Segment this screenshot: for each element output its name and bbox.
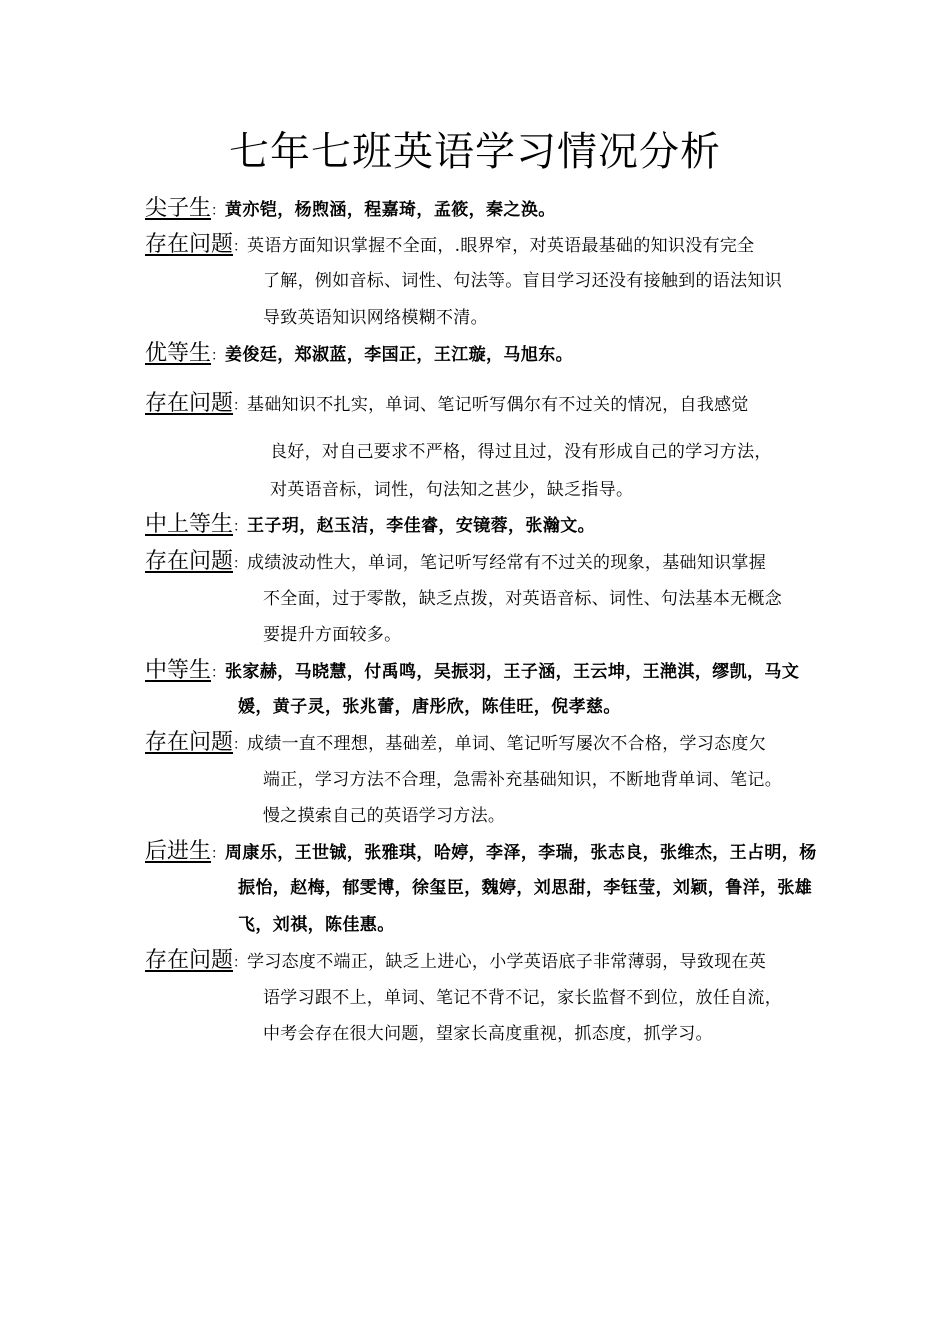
section-top-students — [145, 194, 556, 226]
problem-text: 端正，学习方法不合理，急需补充基础知识，不断地背单词、笔记。 — [263, 770, 782, 790]
colon: ： — [211, 665, 226, 681]
problem-text: 慢之摸索自己的英语学习方法。 — [263, 806, 506, 826]
problem-text: 成绩波动性大，单词，笔记听写经常有不过关的现象，基础知识掌握 — [247, 553, 767, 573]
problem-middle-students — [145, 728, 766, 760]
category-label: 中上等生 — [145, 512, 234, 537]
problem-text: 语学习跟不上，单词、笔记不背不记，家长监督不到位，放任自流， — [263, 988, 782, 1008]
section-lagging-students — [145, 837, 817, 869]
colon: ： — [233, 398, 248, 414]
section-excellent-students — [145, 339, 573, 371]
section-upper-middle-students — [145, 510, 595, 542]
student-names: 媛，黄子灵，张兆蕾，唐彤欣，陈佳旺，倪孝慈。 — [238, 697, 621, 717]
student-names: 振怡，赵梅，郁雯博，徐玺臣，魏婷，刘思甜，李钰莹，刘颖，鲁洋，张雄 — [238, 878, 813, 898]
problem-top-students — [145, 230, 754, 262]
problem-label: 存在问题 — [145, 549, 234, 574]
section-middle-students — [145, 656, 799, 688]
student-names: 王子玥，赵玉洁，李佳睿，安镜蓉，张瀚文。 — [247, 516, 596, 536]
problem-text: 成绩一直不理想，基础差，单词、笔记听写屡次不合格，学习态度欠 — [247, 734, 767, 754]
colon: ： — [233, 239, 248, 255]
problem-label: 存在问题 — [145, 730, 234, 755]
category-label: 中等生 — [145, 658, 212, 683]
colon: ： — [211, 348, 226, 364]
problem-text: 不全面，过于零散，缺乏点拨，对英语音标、词性、句法基本无概念 — [263, 589, 782, 609]
problem-label: 存在问题 — [145, 232, 234, 257]
problem-label: 存在问题 — [145, 391, 234, 416]
problem-excellent-students — [145, 389, 749, 421]
problem-text: 要提升方面较多。 — [263, 625, 402, 645]
student-names: 黄亦铠，杨煦涵，程嘉琦，孟筱，秦之涣。 — [225, 200, 556, 220]
problem-text: 学习态度不端正，缺乏上进心，小学英语底子非常薄弱，导致现在英 — [247, 952, 767, 972]
problem-text: 良好，对自己要求不严格，得过且过，没有形成自己的学习方法， — [270, 442, 772, 462]
problem-text: 中考会存在很大问题，望家长高度重视，抓态度，抓学习。 — [263, 1024, 713, 1044]
colon: ： — [233, 955, 248, 971]
colon: ： — [211, 846, 226, 862]
category-label: 后进生 — [145, 839, 212, 864]
student-names: 周康乐，王世铖，张雅琪，哈婷，李泽，李瑞，张志良，张维杰，王占明，杨 — [225, 843, 817, 863]
problem-text: 了解，例如音标、词性、句法等。盲目学习还没有接触到的语法知识 — [263, 271, 782, 291]
student-names: 飞，刘祺，陈佳惠。 — [238, 915, 395, 935]
student-names: 姜俊廷，郑淑蓝，李国正，王江璇，马旭东。 — [225, 345, 574, 365]
page-title: 七年七班英语学习情况分析 — [229, 129, 721, 175]
student-names: 张家赫，马晓慧，付禹鸣，吴振羽，王子涵，王云坤，王滟淇，缪凯，马文 — [225, 662, 800, 682]
category-label: 尖子生 — [145, 196, 212, 221]
colon: ： — [233, 556, 248, 572]
problem-lagging-students — [145, 946, 766, 978]
problem-text: 导致英语知识网络模糊不清。 — [263, 308, 488, 328]
colon: ： — [233, 519, 248, 535]
problem-text: 英语方面知识掌握不全面，.眼界窄，对英语最基础的知识没有完全 — [247, 236, 755, 256]
category-label: 优等生 — [145, 341, 212, 366]
problem-text: 对英语音标，词性，句法知之甚少，缺乏指导。 — [270, 480, 634, 500]
colon: ： — [211, 203, 226, 219]
colon: ： — [233, 737, 248, 753]
problem-text: 基础知识不扎实，单词、笔记听写偶尔有不过关的情况，自我感觉 — [247, 395, 749, 415]
problem-label: 存在问题 — [145, 948, 234, 973]
problem-upper-middle-students — [145, 547, 766, 579]
